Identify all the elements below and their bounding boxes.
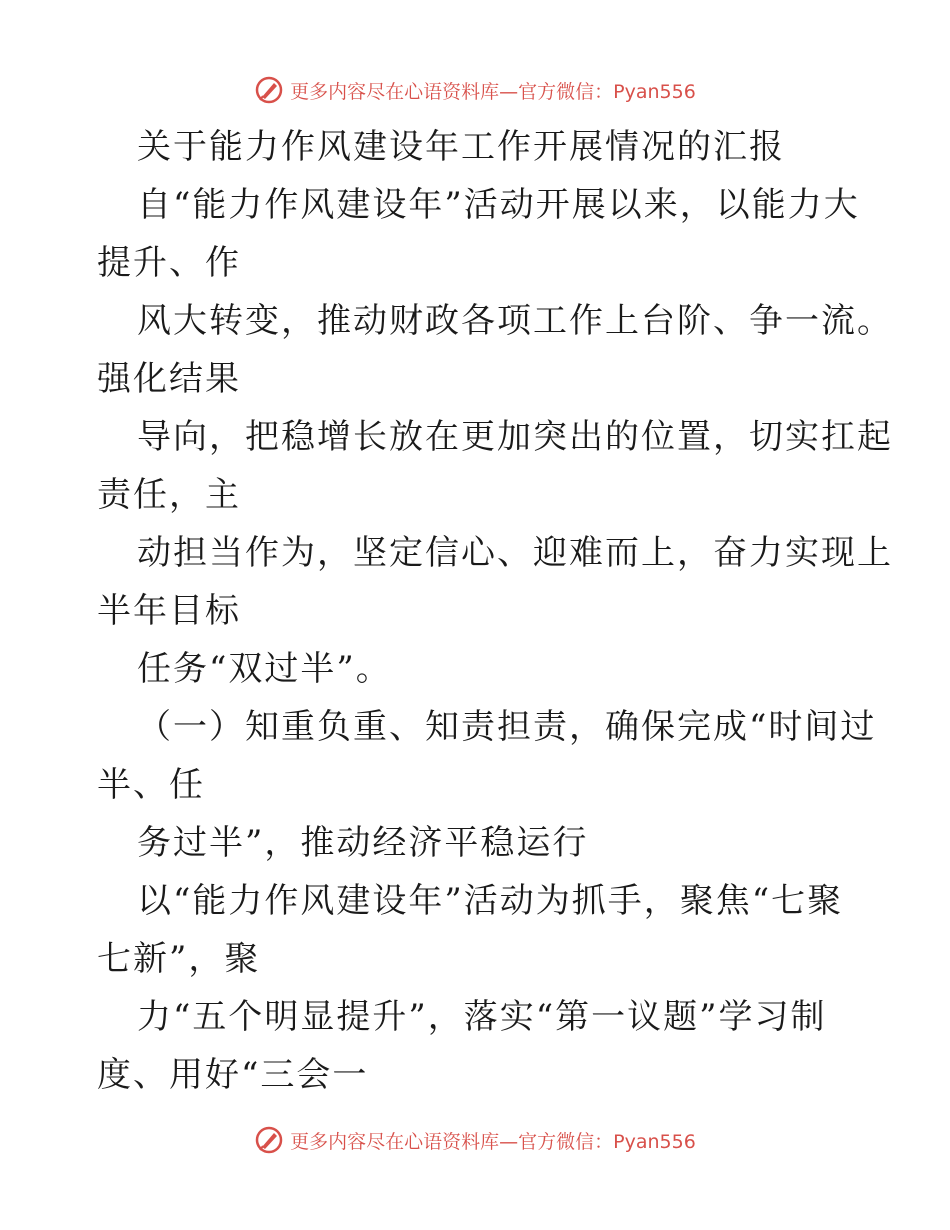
document-body (97, 118, 893, 1104)
text-line: 强化结果 (97, 359, 241, 399)
watermark-text: 更多内容尽在心语资料库—官方微信：Pyan556 (290, 1130, 696, 1153)
footer-watermark (0, 1120, 950, 1160)
text-line: 动担当作为，坚定信心、迎难而上，奋力实现上 (137, 533, 893, 573)
text-line: 半、任 (97, 765, 205, 805)
text-line: 导向，把稳增长放在更加突出的位置，切实扛起 (137, 417, 893, 457)
text-line: 自“能力作风建设年”活动开展以来，以能力大 (137, 185, 860, 225)
text-line: 关于能力作风建设年工作开展情况的汇报 (137, 127, 785, 167)
text-line: 责任，主 (97, 475, 241, 515)
quill-logo-icon (254, 1125, 284, 1155)
text-line: 七新”，聚 (97, 939, 261, 979)
text-line: 度、用好“三会一 (97, 1055, 369, 1095)
text-line: 风大转变，推动财政各项工作上台阶、争一流。 (137, 301, 893, 341)
quill-logo-icon (254, 75, 284, 105)
text-line: 以“能力作风建设年”活动为抓手，聚焦“七聚 (137, 881, 844, 921)
text-line: 半年目标 (97, 591, 241, 631)
text-line: 提升、作 (97, 243, 241, 283)
text-line: 任务“双过半”。 (137, 649, 392, 689)
header-watermark (0, 70, 950, 110)
text-line: 力“五个明显提升”，落实“第一议题”学习制 (137, 997, 827, 1037)
text-line: （一）知重负重、知责担责，确保完成“时间过 (137, 707, 877, 747)
text-line: 务过半”，推动经济平稳运行 (137, 823, 589, 863)
watermark-text: 更多内容尽在心语资料库—官方微信：Pyan556 (290, 80, 696, 103)
